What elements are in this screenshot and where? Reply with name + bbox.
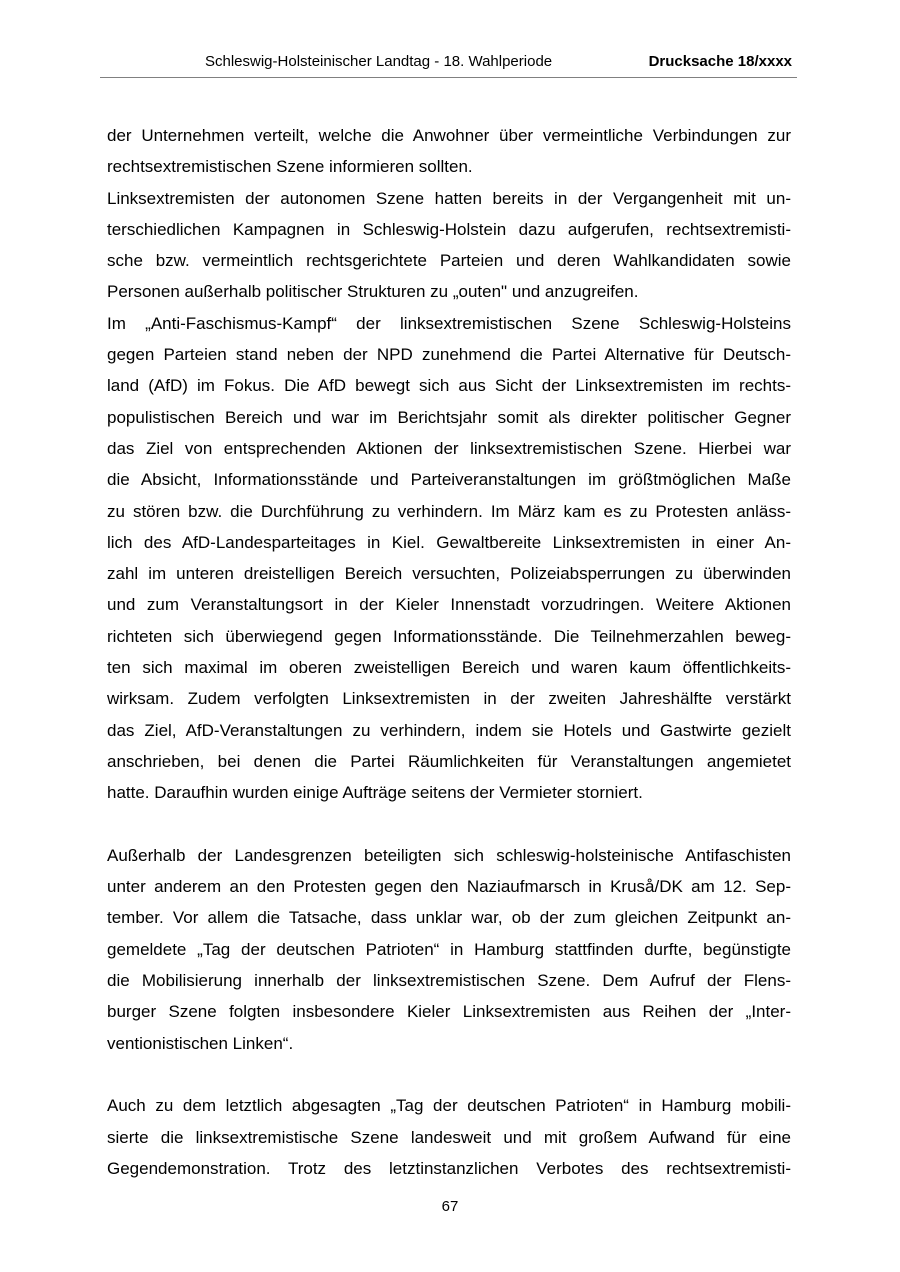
text-line: Linksextremisten der autonomen Szene hatten bereits in der Vergangenheit mit un-: [107, 188, 791, 208]
text-line: lich des AfD-Landesparteitages in Kiel. Gewaltbereite Linksextremisten in einer An-: [107, 532, 791, 552]
text-line: das Ziel, AfD-Veranstaltungen zu verhindern, indem sie Hotels und Gastwirte gezielt: [107, 720, 791, 740]
text-line: Gegendemonstration. Trotz des letztinstanzlichen Verbotes des rechtsextremisti-: [107, 1158, 791, 1178]
paragraph: [107, 183, 791, 308]
text-line: Personen außerhalb politischer Strukturen zu „outen" und anzugreifen.: [107, 282, 639, 302]
text-line: richteten sich überwiegend gegen Informationsstände. Die Teilnehmerzahlen beweg-: [107, 626, 791, 646]
text-line: Auch zu dem letztlich abgesagten „Tag der deutschen Patrioten“ in Hamburg mobili-: [107, 1096, 791, 1116]
header-title: Schleswig-Holsteinischer Landtag - 18. Wahlperiode: [205, 53, 553, 70]
text-line: die Absicht, Informationsstände und Parteiveranstaltungen im größtmöglichen Maße: [107, 470, 791, 490]
text-line: die Mobilisierung innerhalb der linksextremistischen Szene. Dem Aufruf der Flens-: [107, 971, 791, 991]
page-number: 67: [441, 1198, 459, 1215]
body-text: [107, 120, 791, 1184]
text-line: burger Szene folgten insbesondere Kieler Linksextremisten aus Reihen der „Inter-: [107, 1002, 791, 1022]
text-line: unter anderem an den Protesten gegen den Naziaufmarsch in Kruså/DK am 12. Sep-: [107, 877, 791, 897]
document-number: Drucksache 18/xxxx: [648, 53, 792, 70]
paragraph-spacing: [107, 1059, 791, 1090]
text-line: hatte. Daraufhin wurden einige Aufträge seitens der Vermieter storniert.: [107, 783, 643, 803]
text-line: rechtsextremistischen Szene informieren sollten.: [107, 157, 473, 177]
text-line: sierte die linksextremistische Szene landesweit und mit großem Aufwand für eine: [107, 1127, 791, 1147]
text-line: Außerhalb der Landesgrenzen beteiligten sich schleswig-holsteinische Antifaschisten: [107, 845, 791, 865]
text-line: das Ziel von entsprechenden Aktionen der linksextremistischen Szene. Hierbei war: [107, 438, 791, 458]
text-line: der Unternehmen verteilt, welche die Anwohner über vermeintliche Verbindungen zur: [107, 126, 791, 145]
text-line: gegen Parteien stand neben der NPD zunehmend die Partei Alternative für Deutsch-: [107, 345, 791, 365]
paragraph: [107, 840, 791, 1059]
paragraph-spacing: [107, 809, 791, 840]
text-line: anschrieben, bei denen die Partei Räumlichkeiten für Veranstaltungen angemietet: [107, 751, 791, 771]
page-header: [100, 50, 797, 78]
paragraph: [107, 308, 791, 809]
text-line: populistischen Bereich und war im Berichtsjahr somit als direkter politischer Gegner: [107, 407, 791, 427]
text-line: zahl im unteren dreistelligen Bereich versuchten, Polizeiabsperrungen zu überwinden: [107, 564, 791, 584]
paragraph: [107, 1090, 791, 1184]
text-line: sche bzw. vermeintlich rechtsgerichtete Parteien und deren Wahlkandidaten sowie: [107, 251, 791, 271]
text-line: ten sich maximal im oberen zweistelligen Bereich und waren kaum öffentlichkeits-: [107, 658, 791, 678]
text-line: wirksam. Zudem verfolgten Linksextremisten in der zweiten Jahreshälfte verstärkt: [107, 689, 791, 709]
text-line: und zum Veranstaltungsort in der Kieler Innenstadt vorzudringen. Weitere Aktionen: [107, 595, 791, 615]
text-line: Im „Anti-Faschismus-Kampf“ der linksextremistischen Szene Schleswig-Holsteins: [107, 313, 791, 333]
text-line: tember. Vor allem die Tatsache, dass unklar war, ob der zum gleichen Zeitpunkt an-: [107, 908, 791, 928]
text-line: terschiedlichen Kampagnen in Schleswig-Holstein dazu aufgerufen, rechtsextremisti-: [107, 219, 791, 239]
text-line: land (AfD) im Fokus. Die AfD bewegt sich aus Sicht der Linksextremisten im rechts-: [107, 376, 791, 396]
text-line: ventionistischen Linken“.: [107, 1033, 294, 1053]
text-line: gemeldete „Tag der deutschen Patrioten“ in Hamburg stattfinden durfte, begünstigte: [107, 939, 791, 959]
text-line: zu stören bzw. die Durchführung zu verhindern. Im März kam es zu Protesten anläss-: [107, 501, 791, 521]
paragraph: [107, 120, 791, 183]
